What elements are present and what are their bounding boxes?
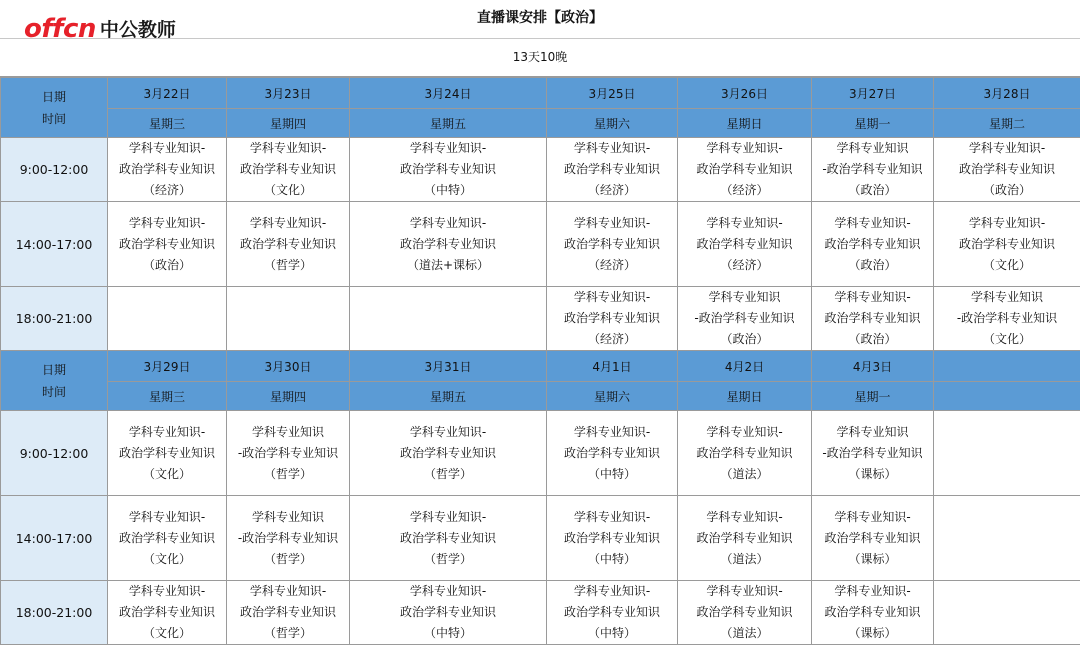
date-cell: 3月29日: [108, 351, 227, 382]
date-cell: 3月27日: [812, 78, 934, 109]
course-cell: [227, 411, 350, 496]
course-line: 学科专业知识-: [350, 581, 546, 602]
weekday-header-row: [1, 382, 1080, 411]
course-line: 学科专业知识-: [350, 213, 546, 234]
course-line: 政治学科专业知识: [547, 234, 677, 255]
date-cell: 3月30日: [227, 351, 350, 382]
course-line: 学科专业知识-: [812, 287, 933, 308]
course-cell: [678, 496, 812, 581]
course-line: 政治学科专业知识: [108, 443, 226, 464]
date-cell: [934, 351, 1080, 382]
course-line: 学科专业知识: [934, 287, 1080, 308]
course-line: 政治学科专业知识: [934, 234, 1080, 255]
course-line: 政治学科专业知识: [350, 528, 546, 549]
course-cell: [108, 411, 227, 496]
course-line: 政治学科专业知识: [227, 602, 349, 623]
weekday-cell: 星期五: [350, 382, 547, 411]
course-line: 政治学科专业知识: [227, 159, 349, 180]
empty-cell: [108, 287, 227, 351]
course-line: （哲学）: [227, 255, 349, 276]
date-cell: 4月1日: [547, 351, 678, 382]
weekday-cell: 星期六: [547, 382, 678, 411]
course-line: 学科专业知识-: [108, 581, 226, 602]
course-line: 政治学科专业知识: [547, 443, 677, 464]
course-cell: [812, 581, 934, 645]
course-cell: [547, 581, 678, 645]
empty-cell: [934, 496, 1080, 581]
course-cell: [547, 411, 678, 496]
weekday-cell: [934, 382, 1080, 411]
course-line: 学科专业知识-: [678, 507, 811, 528]
course-line: （哲学）: [227, 549, 349, 570]
date-cell: 3月26日: [678, 78, 812, 109]
course-line: 政治学科专业知识: [350, 234, 546, 255]
course-line: （中特）: [547, 464, 677, 485]
course-cell: [812, 496, 934, 581]
date-cell: 3月31日: [350, 351, 547, 382]
course-line: 政治学科专业知识: [812, 602, 933, 623]
course-cell: [812, 202, 934, 287]
course-line: 学科专业知识-: [934, 138, 1080, 159]
logo-latin-text: offcn: [24, 14, 96, 44]
course-line: （经济）: [108, 180, 226, 201]
page-subtitle: 13天10晚: [0, 48, 1080, 66]
course-line: 政治学科专业知识: [108, 159, 226, 180]
time-slot-label: 18:00-21:00: [1, 581, 108, 645]
course-line: （课标）: [812, 623, 933, 644]
course-line: -政治学科专业知识: [812, 443, 933, 464]
empty-cell: [350, 287, 547, 351]
course-line: 学科专业知识: [227, 422, 349, 443]
empty-cell: [934, 411, 1080, 496]
course-line: （政治）: [812, 255, 933, 276]
time-slot-row: [1, 496, 1080, 581]
date-time-label-cell: [1, 351, 108, 411]
course-line: （哲学）: [350, 464, 546, 485]
time-label: 时间: [1, 381, 107, 403]
course-line: （经济）: [547, 255, 677, 276]
course-line: -政治学科专业知识: [812, 159, 933, 180]
course-line: 学科专业知识-: [547, 581, 677, 602]
date-cell: 3月23日: [227, 78, 350, 109]
course-cell: [108, 202, 227, 287]
empty-cell: [934, 581, 1080, 645]
course-line: （政治）: [108, 255, 226, 276]
course-line: 政治学科专业知识: [350, 159, 546, 180]
course-line: （道法）: [678, 464, 811, 485]
course-line: 学科专业知识-: [547, 507, 677, 528]
course-cell: [812, 411, 934, 496]
time-slot-row: [1, 581, 1080, 645]
course-cell: [227, 581, 350, 645]
time-label: 时间: [1, 108, 107, 130]
course-cell: [547, 202, 678, 287]
course-cell: [678, 287, 812, 351]
time-slot-label: 14:00-17:00: [1, 202, 108, 287]
course-line: 学科专业知识-: [350, 507, 546, 528]
course-line: 政治学科专业知识: [547, 308, 677, 329]
course-line: 政治学科专业知识: [812, 528, 933, 549]
course-line: 政治学科专业知识: [678, 443, 811, 464]
weekday-cell: 星期三: [108, 109, 227, 138]
date-label: 日期: [1, 359, 107, 381]
course-line: 学科专业知识-: [108, 422, 226, 443]
course-line: （中特）: [547, 549, 677, 570]
course-line: 学科专业知识-: [350, 138, 546, 159]
course-line: 政治学科专业知识: [108, 528, 226, 549]
course-line: -政治学科专业知识: [227, 443, 349, 464]
weekday-cell: 星期日: [678, 109, 812, 138]
course-line: （中特）: [350, 180, 546, 201]
course-cell: [678, 411, 812, 496]
course-line: （哲学）: [227, 464, 349, 485]
course-line: 政治学科专业知识: [812, 308, 933, 329]
time-slot-label: 9:00-12:00: [1, 138, 108, 202]
course-cell: [108, 581, 227, 645]
course-line: 学科专业知识-: [934, 213, 1080, 234]
schedule-table: [0, 77, 1080, 645]
course-line: （哲学）: [227, 623, 349, 644]
course-line: （文化）: [934, 329, 1080, 350]
course-line: 学科专业知识-: [108, 138, 226, 159]
course-line: 政治学科专业知识: [678, 528, 811, 549]
course-line: 政治学科专业知识: [350, 443, 546, 464]
date-time-label-cell: [1, 78, 108, 138]
course-line: （政治）: [812, 329, 933, 350]
weekday-header-row: [1, 109, 1080, 138]
weekday-cell: 星期三: [108, 382, 227, 411]
course-line: （经济）: [547, 180, 677, 201]
course-line: 政治学科专业知识: [678, 159, 811, 180]
course-cell: [547, 287, 678, 351]
course-line: 学科专业知识-: [812, 507, 933, 528]
course-cell: [678, 581, 812, 645]
time-slot-row: [1, 411, 1080, 496]
course-line: 学科专业知识-: [547, 287, 677, 308]
course-cell: [108, 138, 227, 202]
course-line: 学科专业知识-: [108, 213, 226, 234]
course-line: （政治）: [678, 329, 811, 350]
course-line: 政治学科专业知识: [108, 602, 226, 623]
course-line: （文化）: [108, 464, 226, 485]
course-cell: [934, 138, 1080, 202]
date-label: 日期: [1, 86, 107, 108]
course-cell: [227, 138, 350, 202]
date-cell: 4月3日: [812, 351, 934, 382]
time-slot-label: 14:00-17:00: [1, 496, 108, 581]
course-line: 政治学科专业知识: [934, 159, 1080, 180]
course-line: 学科专业知识-: [678, 138, 811, 159]
course-line: （经济）: [678, 180, 811, 201]
course-line: 政治学科专业知识: [678, 602, 811, 623]
course-cell: [812, 138, 934, 202]
course-cell: [350, 411, 547, 496]
course-line: （中特）: [547, 623, 677, 644]
course-line: 学科专业知识-: [227, 581, 349, 602]
course-cell: [812, 287, 934, 351]
course-line: 学科专业知识-: [547, 422, 677, 443]
course-line: （文化）: [108, 623, 226, 644]
course-line: 政治学科专业知识: [547, 602, 677, 623]
course-line: （文化）: [108, 549, 226, 570]
course-line: 学科专业知识-: [227, 213, 349, 234]
course-line: （政治）: [812, 180, 933, 201]
date-cell: 3月24日: [350, 78, 547, 109]
course-line: 政治学科专业知识: [812, 234, 933, 255]
course-line: 政治学科专业知识: [350, 602, 546, 623]
weekday-cell: 星期四: [227, 109, 350, 138]
course-line: （课标）: [812, 549, 933, 570]
logo-cjk-text: 中公教师: [100, 16, 176, 44]
course-line: 学科专业知识: [812, 422, 933, 443]
course-line: 学科专业知识: [812, 138, 933, 159]
course-line: 政治学科专业知识: [227, 234, 349, 255]
course-line: 学科专业知识-: [547, 138, 677, 159]
date-cell: 3月22日: [108, 78, 227, 109]
date-header-row: [1, 351, 1080, 382]
weekday-cell: 星期二: [934, 109, 1080, 138]
course-line: 学科专业知识-: [678, 581, 811, 602]
page-title: 直播课安排【政治】: [0, 8, 1080, 28]
course-cell: [678, 202, 812, 287]
course-line: 学科专业知识-: [812, 581, 933, 602]
sheet-header: [0, 0, 1080, 77]
date-cell: 3月25日: [547, 78, 678, 109]
course-line: （课标）: [812, 464, 933, 485]
course-line: 学科专业知识-: [108, 507, 226, 528]
course-cell: [934, 287, 1080, 351]
course-line: （经济）: [547, 329, 677, 350]
title-divider: [0, 38, 1080, 39]
course-cell: [350, 496, 547, 581]
date-cell: 3月28日: [934, 78, 1080, 109]
course-line: （政治）: [934, 180, 1080, 201]
time-slot-label: 18:00-21:00: [1, 287, 108, 351]
weekday-cell: 星期四: [227, 382, 350, 411]
course-cell: [227, 496, 350, 581]
course-cell: [350, 138, 547, 202]
course-line: （文化）: [227, 180, 349, 201]
course-line: （道法）: [678, 549, 811, 570]
course-line: 政治学科专业知识: [108, 234, 226, 255]
weekday-cell: 星期一: [812, 109, 934, 138]
course-line: 学科专业知识-: [547, 213, 677, 234]
time-slot-row: [1, 287, 1080, 351]
weekday-cell: 星期五: [350, 109, 547, 138]
course-cell: [547, 138, 678, 202]
course-line: -政治学科专业知识: [227, 528, 349, 549]
course-line: （道法）: [678, 623, 811, 644]
course-line: 政治学科专业知识: [547, 528, 677, 549]
course-line: 学科专业知识-: [678, 422, 811, 443]
course-line: 学科专业知识: [678, 287, 811, 308]
course-line: 学科专业知识-: [812, 213, 933, 234]
course-cell: [678, 138, 812, 202]
course-line: 政治学科专业知识: [547, 159, 677, 180]
course-line: （道法+课标）: [350, 255, 546, 276]
course-line: 学科专业知识: [227, 507, 349, 528]
course-line: -政治学科专业知识: [678, 308, 811, 329]
course-line: （文化）: [934, 255, 1080, 276]
course-cell: [350, 202, 547, 287]
course-line: 政治学科专业知识: [678, 234, 811, 255]
weekday-cell: 星期一: [812, 382, 934, 411]
time-slot-label: 9:00-12:00: [1, 411, 108, 496]
course-line: 学科专业知识-: [678, 213, 811, 234]
course-cell: [934, 202, 1080, 287]
course-cell: [350, 581, 547, 645]
course-line: 学科专业知识-: [227, 138, 349, 159]
course-line: （经济）: [678, 255, 811, 276]
empty-cell: [227, 287, 350, 351]
course-line: 学科专业知识-: [350, 422, 546, 443]
course-cell: [227, 202, 350, 287]
time-slot-row: [1, 138, 1080, 202]
date-cell: 4月2日: [678, 351, 812, 382]
date-header-row: [1, 78, 1080, 109]
weekday-cell: 星期日: [678, 382, 812, 411]
course-cell: [108, 496, 227, 581]
course-cell: [547, 496, 678, 581]
weekday-cell: 星期六: [547, 109, 678, 138]
course-line: （中特）: [350, 623, 546, 644]
course-line: （哲学）: [350, 549, 546, 570]
time-slot-row: [1, 202, 1080, 287]
course-line: -政治学科专业知识: [934, 308, 1080, 329]
